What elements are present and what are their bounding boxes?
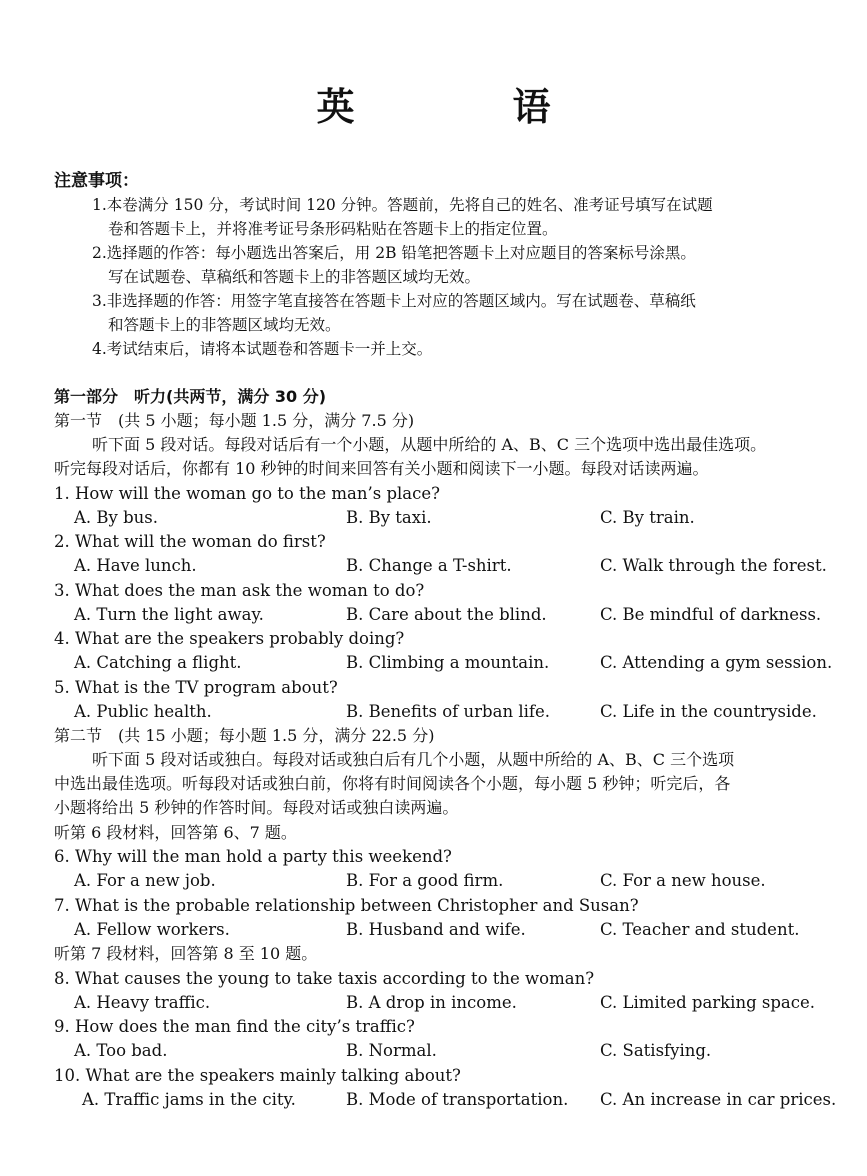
option-c: C. Satisfying. (600, 1041, 712, 1060)
question-7: 7. What is the probable relationship between Christopher and Susan? (54, 896, 639, 915)
option-b: B. A drop in income. (346, 993, 517, 1012)
option-b: B. Husband and wife. (346, 920, 526, 939)
option-c: C. Be mindful of darkness. (600, 605, 822, 624)
question-2: 2. What will the woman do first? (54, 532, 326, 551)
part1-heading: 第一部分 听力(共两节，满分 30 分) (54, 387, 327, 406)
material-7-heading: 听第 7 段材料，回答第 8 至 10 题。 (54, 944, 318, 963)
option-c: C. Attending a gym session. (600, 653, 833, 672)
option-a: A. Turn the light away. (74, 605, 264, 624)
option-a: A. Heavy traffic. (74, 993, 211, 1012)
option-a: A. Too bad. (74, 1041, 168, 1060)
section1-heading: 第一节 (共 5 小题；每小题 1.5 分，满分 7.5 分) (54, 411, 415, 430)
option-b: B. Mode of transportation. (346, 1090, 569, 1109)
option-b: B. Benefits of urban life. (346, 702, 550, 721)
question-3: 3. What does the man ask the woman to do? (54, 581, 425, 600)
page-title: 英 语 (316, 85, 611, 129)
note-line: 写在试题卷、草稿纸和答题卡上的非答题区域均无效。 (108, 268, 481, 286)
question-5: 5. What is the TV program about? (54, 678, 338, 697)
option-c: C. Limited parking space. (600, 993, 815, 1012)
section2-instructions: 中选出最佳选项。听每段对话或独白前，你将有时间阅读各个小题，每小题 5 秒钟；听完后，各 (54, 774, 731, 793)
option-a: A. By bus. (74, 508, 158, 527)
question-6: 6. Why will the man hold a party this weekend? (54, 847, 452, 866)
option-c: C. Walk through the forest. (600, 556, 827, 575)
option-a: A. Catching a flight. (74, 653, 242, 672)
option-c: C. Teacher and student. (600, 920, 800, 939)
option-b: B. Change a T-shirt. (346, 556, 512, 575)
section2-heading: 第二节 (共 15 小题；每小题 1.5 分，满分 22.5 分) (54, 726, 435, 745)
option-a: A. For a new job. (74, 871, 216, 890)
question-9: 9. How does the man find the city’s traffic? (54, 1017, 415, 1036)
note-line: 3.非选择题的作答：用签字笔直接答在答题卡上对应的答题区域内。写在试题卷、草稿纸 (92, 292, 696, 310)
section2-instructions: 小题将给出 5 秒钟的作答时间。每段对话或独白读两遍。 (54, 798, 459, 817)
option-b: B. Care about the blind. (346, 605, 547, 624)
option-b: B. Climbing a mountain. (346, 653, 550, 672)
note-line: 4.考试结束后，请将本试题卷和答题卡一并上交。 (92, 340, 433, 358)
notes-heading: 注意事项： (54, 171, 139, 191)
option-a: A. Have lunch. (74, 556, 197, 575)
option-c: C. An increase in car prices. (600, 1090, 837, 1109)
option-c: C. Life in the countryside. (600, 702, 817, 721)
question-8: 8. What causes the young to take taxis according to the woman? (54, 969, 595, 988)
section1-instructions: 听下面 5 段对话。每段对话后有一个小题，从题中所给的 A、B、C 三个选项中选出最佳选项。 (92, 435, 767, 454)
note-line: 卷和答题卡上，并将准考证号条形码粘贴在答题卡上的指定位置。 (108, 220, 558, 238)
option-a: A. Fellow workers. (74, 920, 230, 939)
material-6-heading: 听第 6 段材料，回答第 6、7 题。 (54, 823, 297, 842)
option-a: A. Public health. (74, 702, 212, 721)
option-b: B. For a good firm. (346, 871, 504, 890)
note-line: 和答题卡上的非答题区域均无效。 (108, 316, 341, 334)
note-line: 2.选择题的作答：每小题选出答案后，用 2B 铅笔把答题卡上对应题目的答案标号涂黑。 (92, 244, 696, 262)
option-a: A. Traffic jams in the city. (82, 1090, 296, 1109)
section1-instructions: 听完每段对话后，你都有 10 秒钟的时间来回答有关小题和阅读下一小题。每段对话读两遍。 (54, 459, 709, 478)
question-4: 4. What are the speakers probably doing? (54, 629, 405, 648)
question-10: 10. What are the speakers mainly talking about? (54, 1066, 461, 1085)
section2-instructions: 听下面 5 段对话或独白。每段对话或独白后有几个小题，从题中所给的 A、B、C 三个选项 (92, 750, 735, 769)
option-b: B. By taxi. (346, 508, 432, 527)
note-line: 1.本卷满分 150 分，考试时间 120 分钟。答题前，先将自己的姓名、准考证号填写在试题 (92, 196, 713, 214)
option-c: C. By train. (600, 508, 695, 527)
question-1: 1. How will the woman go to the man’s place? (54, 484, 440, 503)
option-c: C. For a new house. (600, 871, 766, 890)
option-b: B. Normal. (346, 1041, 437, 1060)
